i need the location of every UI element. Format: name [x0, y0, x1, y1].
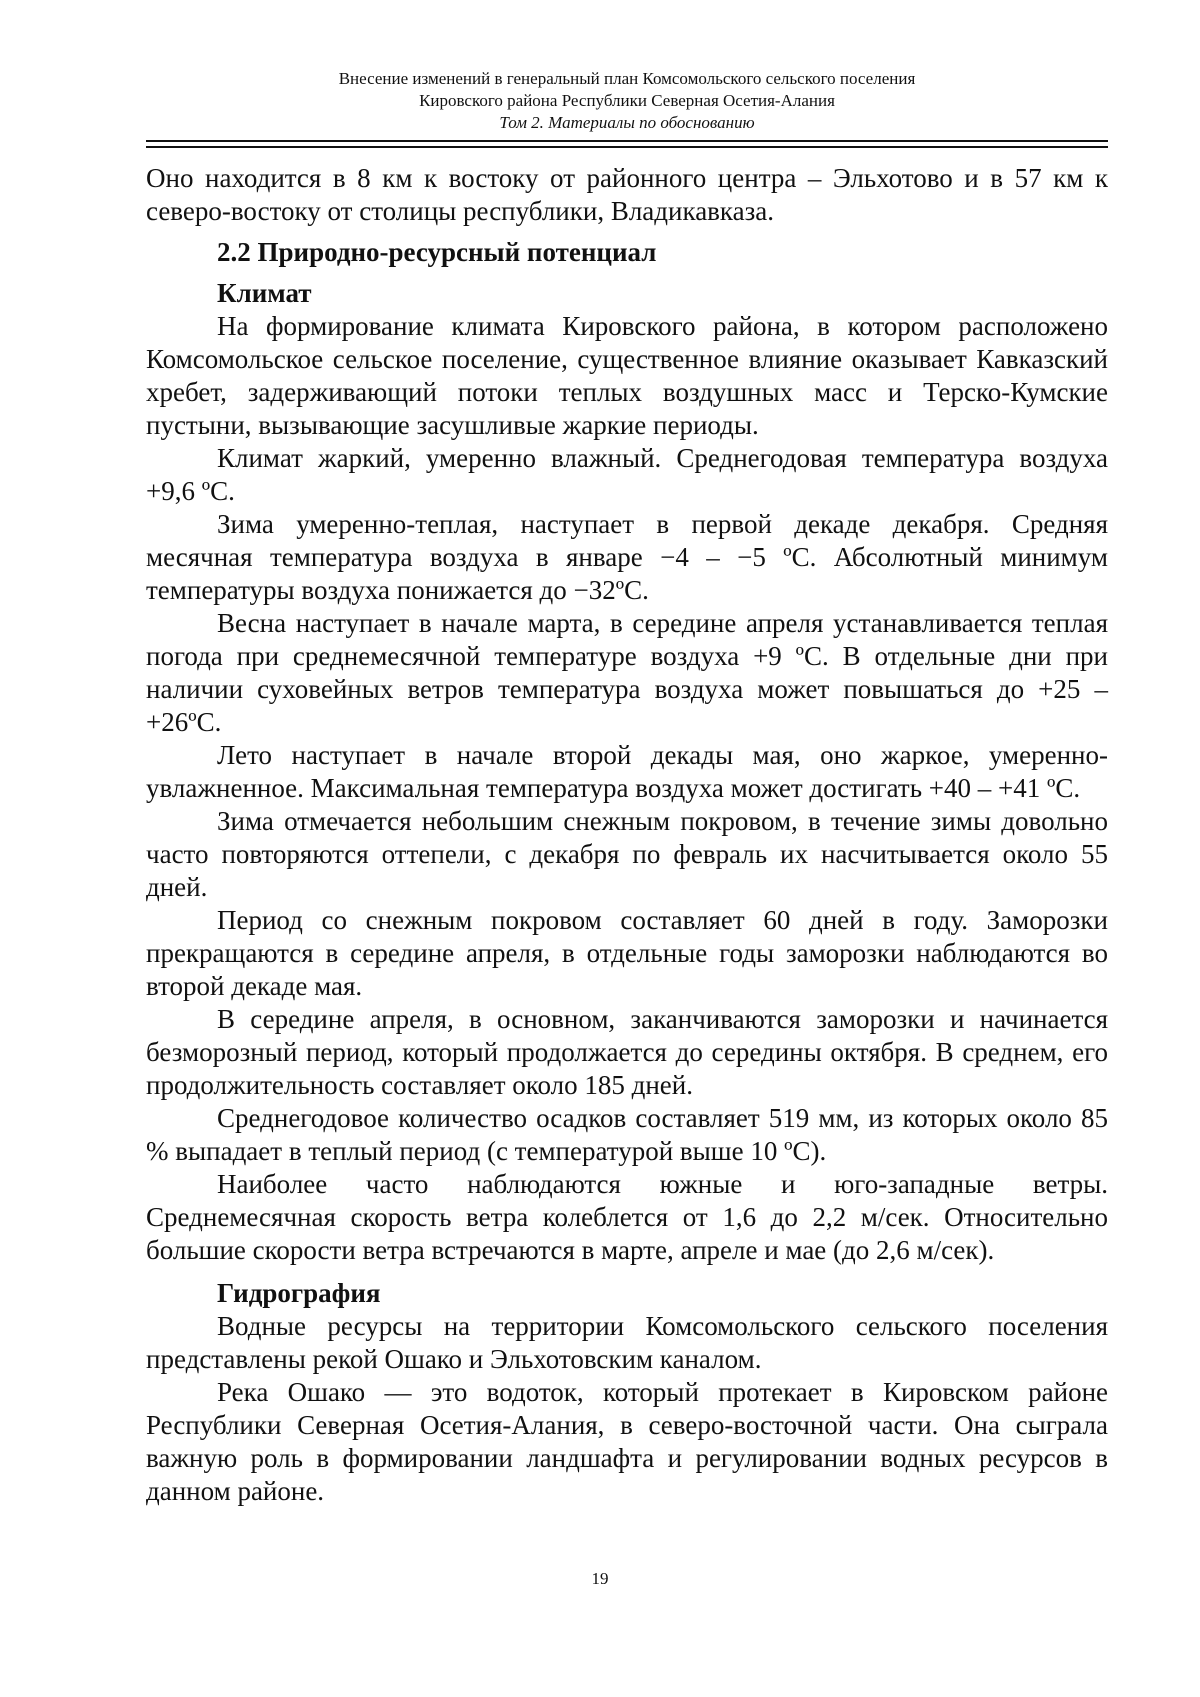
header-title-line-1: Внесение изменений в генеральный план Комсомольского сельского поселения: [338, 69, 916, 88]
subsection-title-hydrography: Гидрография: [217, 1278, 381, 1308]
climate-paragraph: Зима умеренно-теплая, наступает в первой декаде декабря. Средняя месячная температура воздуха в январе −4 – −5 ºС. Абсолютный минимум температуры воздуха понижается до −32ºС.: [146, 509, 1108, 605]
climate-paragraph: Период со снежным покровом составляет 60 дней в году. Заморозки прекращаются в середине апреля, в отдельные годы заморозки наблюдаются во второй декаде мая.: [146, 905, 1108, 1001]
climate-paragraph: Климат жаркий, умеренно влажный. Среднегодовая температура воздуха +9,6 ºС.: [146, 443, 1108, 506]
climate-paragraph: В середине апреля, в основном, заканчиваются заморозки и начинается безморозный период, который продолжается до середины октября. В среднем, его продолжительность составляет около 185 дней.: [146, 1004, 1108, 1100]
climate-paragraph: Лето наступает в начале второй декады мая, оно жаркое, умеренно-увлажненное. Максимальная температура воздуха может достигать +40 – +41 ºС.: [146, 740, 1108, 803]
subsection-title-climate: Климат: [217, 278, 312, 308]
hydrography-paragraph: Река Ошако — это водоток, который протекает в Кировском районе Республики Северная Осетия-Алания, в северо-восточной части. Она сыграла важную роль в формировании ландшафта и регулировании водных ресурсов в данном районе.: [146, 1377, 1108, 1506]
header-rule-bottom: [146, 146, 1108, 148]
section-title: 2.2 Природно-ресурсный потенциал: [217, 237, 657, 267]
climate-paragraph: Среднегодовое количество осадков составляет 519 мм, из которых около 85 % выпадает в теплый период (с температурой выше 10 ºС).: [146, 1103, 1108, 1166]
climate-paragraph: Наиболее часто наблюдаются южные и юго-западные ветры. Среднемесячная скорость ветра колеблется от 1,6 до 2,2 м/сек. Относительно большие скорости ветра встречаются в марте, апреле и мае (до 2,6 м/сек).: [146, 1169, 1108, 1265]
header-rule-top: [146, 140, 1108, 142]
page-header: [146, 68, 1108, 134]
climate-paragraph: Весна наступает в начале марта, в середине апреля устанавливается теплая погода при среднемесячной температуре воздуха +9 ºС. В отдельные дни при наличии суховейных ветров температура воздуха может повышаться до +25 – +26ºС.: [146, 608, 1108, 737]
hydrography-paragraph: Водные ресурсы на территории Комсомольского сельского поселения представлены рекой Ошако и Эльхотовским каналом.: [146, 1311, 1108, 1374]
header-title-line-2: Кировского района Республики Северная Осетия-Алания: [419, 91, 835, 110]
page-number: 19: [591, 1569, 609, 1588]
page-body: [146, 162, 1108, 1508]
header-volume-line: Том 2. Материалы по обоснованию: [499, 113, 755, 132]
intro-paragraph: Оно находится в 8 км к востоку от районного центра – Эльхотово и в 57 км к северо-востоку от столицы республики, Владикавказа.: [146, 163, 1108, 226]
climate-paragraph: На формирование климата Кировского района, в котором расположено Комсомольское сельское поселение, существенное влияние оказывает Кавказский хребет, задерживающий потоки теплых воздушных масс и Терско-Кумские пустыни, вызывающие засушливые жаркие периоды.: [146, 311, 1108, 440]
climate-paragraph: Зима отмечается небольшим снежным покровом, в течение зимы довольно часто повторяются оттепели, с декабря по февраль их насчитывается около 55 дней.: [146, 806, 1108, 902]
